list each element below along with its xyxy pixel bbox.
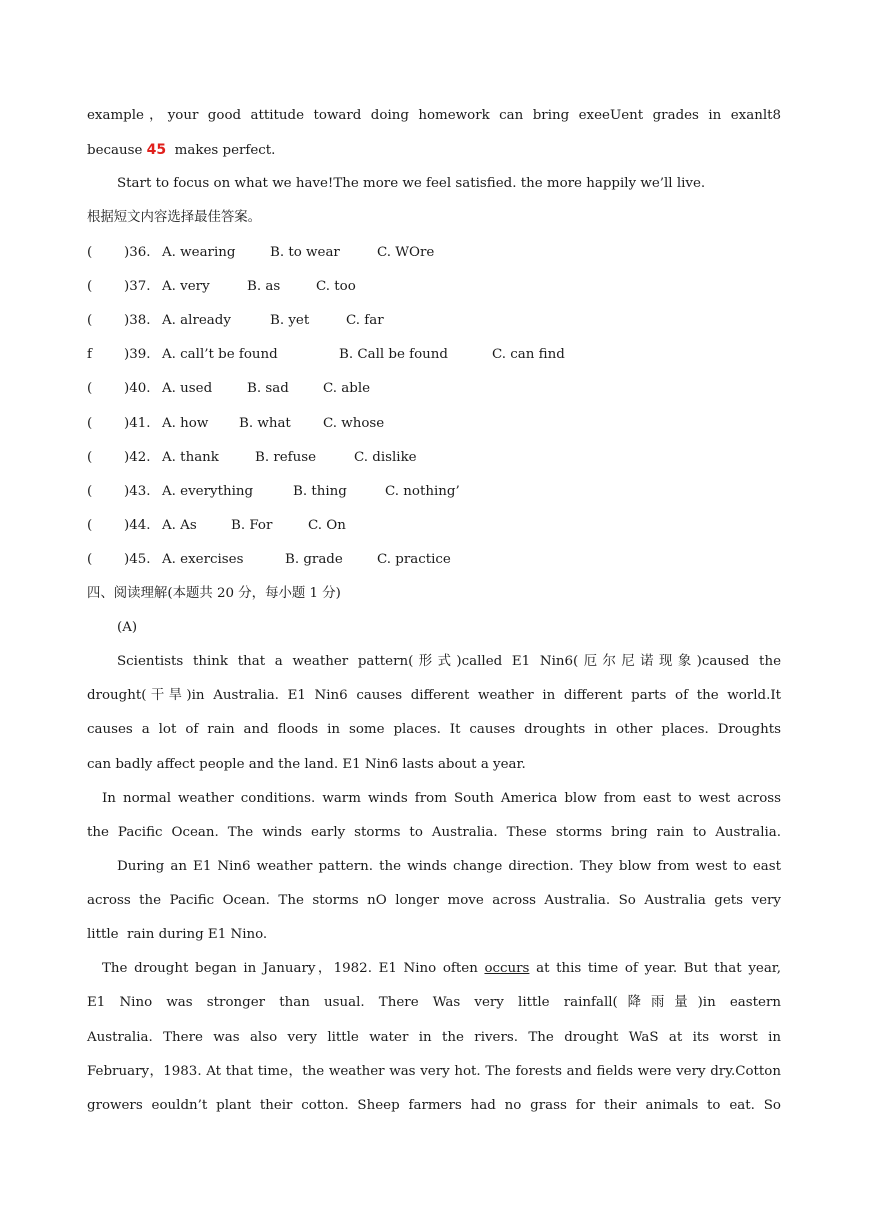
- question-number: )42.: [124, 449, 151, 465]
- option-c: C. practice: [377, 551, 451, 567]
- question-number: )36.: [124, 245, 151, 260]
- option-a: A. how: [162, 415, 209, 431]
- answer-paren: (: [87, 483, 93, 499]
- answer-paren: (: [87, 279, 93, 295]
- passage-line: [87, 140, 275, 161]
- question-number: )38.: [124, 313, 151, 329]
- answer-paren: (: [87, 381, 93, 397]
- answer-paren: (: [87, 551, 93, 567]
- option-b: B. Call be found: [339, 347, 448, 363]
- reading-line: the Pacific Ocean. The winds early storms to Australia. These storms bring rain to Australia.: [87, 825, 781, 840]
- option-c: C. can find: [492, 347, 565, 363]
- option-a: A. already: [162, 313, 231, 329]
- option-c: C. whose: [323, 415, 385, 431]
- reading-line: little rain during E1 Nino.: [87, 927, 268, 942]
- reading-line: can badly affect people and the land. E1 Nin6 lasts about a year.: [87, 757, 526, 772]
- reading-line: In normal weather conditions. warm winds from South America blow from east to west across: [102, 791, 781, 806]
- option-b: B. as: [247, 279, 281, 295]
- option-b: B. refuse: [255, 449, 317, 465]
- option-b: B. grade: [285, 551, 343, 567]
- reading-line: E1 Nino was stronger than usual. There Was very little rainfall(降雨量)in eastern: [87, 995, 781, 1010]
- passage-line: Start to focus on what we have!The more we feel satisfied. the more happily we’ll live.: [117, 176, 706, 191]
- question-number: )45.: [124, 551, 151, 567]
- option-a: A. thank: [162, 449, 219, 465]
- question-number: )41.: [124, 415, 151, 431]
- question-number: )37.: [124, 279, 151, 295]
- option-b: B. sad: [247, 381, 289, 397]
- option-c: C. too: [316, 279, 356, 295]
- option-b: B. yet: [270, 313, 310, 329]
- answer-paren: f: [87, 347, 92, 363]
- option-b: B. For: [231, 517, 273, 533]
- option-b: B. what: [239, 415, 291, 431]
- question-number: )39.: [124, 347, 151, 363]
- passage-text: because: [87, 143, 147, 158]
- option-a: A. everything: [162, 483, 254, 499]
- reading-line: February，1983. At that time，the weather was very hot. The forests and fields were very dry.Cotton: [87, 1064, 781, 1079]
- option-a: A. call’t be found: [162, 347, 278, 363]
- reading-line: drought(干旱)in Australia. E1 Nin6 causes different weather in different parts of the world.It: [87, 688, 781, 703]
- reading-line: Australia. There was also very little water in the rivers. The drought WaS at its worst in: [87, 1030, 781, 1045]
- section-heading: 四、阅读理解(本题共 20 分，每小题 1 分): [87, 586, 341, 601]
- blank-number: 45: [146, 142, 167, 158]
- option-c: C. On: [308, 517, 346, 533]
- instruction: 根据短文内容选择最佳答案。: [87, 210, 262, 225]
- reading-line: across the Pacific Ocean. The storms nO longer move across Australia. So Australia gets very: [87, 893, 781, 908]
- option-c: C. WOre: [377, 245, 435, 260]
- passage-text: makes perfect.: [166, 143, 276, 158]
- option-a: A. used: [162, 381, 213, 397]
- answer-paren: (: [87, 313, 93, 329]
- option-c: C. far: [346, 313, 384, 329]
- reading-line: causes a lot of rain and floods in some places. It causes droughts in other places. Droughts: [87, 722, 781, 737]
- question-number: )43.: [124, 483, 151, 499]
- answer-paren: (: [87, 415, 93, 431]
- option-b: B. to wear: [270, 245, 340, 260]
- option-a: A. exercises: [162, 551, 244, 567]
- underlined-word: occurs: [484, 961, 530, 976]
- question-number: )40.: [124, 381, 151, 397]
- reading-line: During an E1 Nin6 weather pattern. the winds change direction. They blow from west to east: [117, 859, 781, 874]
- option-a: A. very: [162, 279, 210, 295]
- reading-text: at this time of year. But that year,: [529, 961, 781, 976]
- reading-line: growers eouldn’t plant their cotton. Sheep farmers had no grass for their animals to eat. So: [87, 1098, 781, 1113]
- question-number: )44.: [124, 517, 151, 533]
- answer-paren: (: [87, 245, 93, 260]
- reading-line: [102, 959, 781, 979]
- option-a: A. wearing: [162, 245, 236, 260]
- option-c: C. nothing’: [385, 483, 460, 499]
- reading-line: Scientists think that a weather pattern(形式)called E1 Nin6(厄尔尼诺现象)caused the: [117, 654, 781, 669]
- answer-paren: (: [87, 517, 93, 533]
- answer-paren: (: [87, 449, 93, 465]
- option-c: C. dislike: [354, 449, 417, 465]
- option-a: A. As: [162, 517, 197, 533]
- option-b: B. thing: [293, 483, 347, 499]
- passage-line: example，your good attitude toward doing homework can bring exeeUent grades in exanlt8: [87, 108, 781, 123]
- reading-text: The drought began in January，1982. E1 Nino often: [102, 961, 485, 976]
- part-label: (A): [117, 620, 138, 635]
- option-c: C. able: [323, 381, 371, 397]
